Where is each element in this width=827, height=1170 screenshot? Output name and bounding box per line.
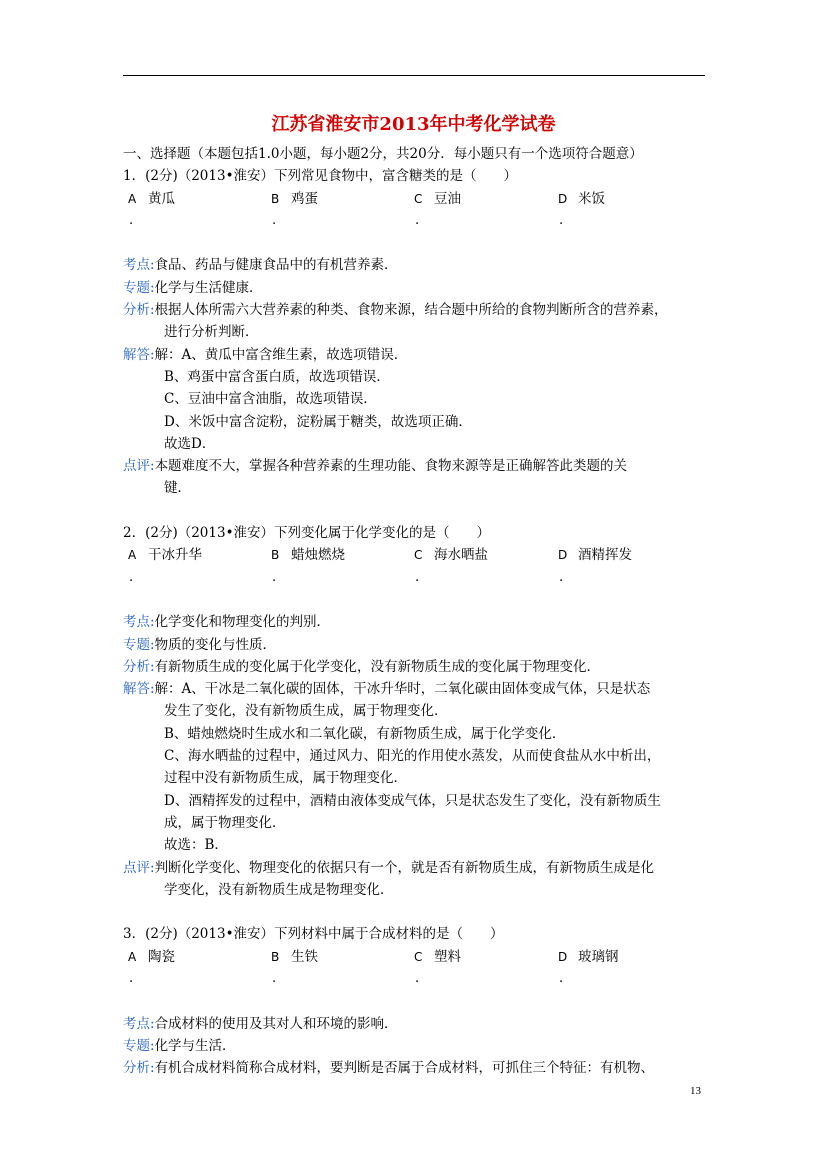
q2-jieda-a-cont: 发生了变化，没有新物质生成，属于物理变化．	[164, 703, 448, 720]
q2-options	[123, 544, 713, 566]
q3-option-dots: . . . .	[129, 970, 564, 986]
q2-jieda-b: B、蜡烛燃烧时生成水和二氧化碳，有新物质生成，属于化学变化．	[164, 725, 566, 742]
q2-dianping-cont: 学变化，没有新物质生成是物理变化．	[164, 881, 394, 898]
q1-dianping: 点评:本题难度不大，掌握各种营养素的生理功能、食物来源等是正确解答此类题的关	[123, 458, 628, 475]
q1-option-dots: . . . .	[129, 212, 564, 228]
q2-zhuanti: 专题:物质的变化与性质．	[123, 636, 277, 653]
q2-jieda-c-cont: 过程中没有新物质生成，属于物理变化．	[164, 770, 407, 787]
q2-option-d: D 酒精挥发	[558, 547, 632, 564]
q3-fenxi: 分析:有机合成材料简称合成材料，要判断是否属于合成材料，可抓住三个特征：有机物、	[123, 1060, 655, 1077]
q2-jieda-answer: 故选：B．	[164, 837, 228, 854]
q2-jieda-c: C、海水晒盐的过程中，通过风力、阳光的作用使水蒸发，从而使食盐从水中析出，	[164, 748, 661, 765]
q1-jieda-d: D、米饭中富含淀粉，淀粉属于糖类，故选项正确．	[164, 413, 472, 430]
section-heading: 一、选择题（本题包括1.0小题，每小题2分，共20分．每小题只有一个选项符合题意）	[123, 146, 643, 162]
q2-jieda-d: D、酒精挥发的过程中，酒精由液体变成气体，只是状态发生了变化，没有新物质生	[164, 792, 661, 809]
q1-options	[123, 188, 713, 210]
q2-jieda: 解答:解：A、干冰是二氧化碳的固体，干冰升华时，二氧化碳由固体变成气体，只是状态	[123, 681, 651, 698]
page-number: 13	[690, 1085, 701, 1097]
q1-option-c: C 豆油	[414, 190, 461, 207]
q2-option-c: C 海水晒盐	[414, 547, 488, 564]
q3-option-c: C 塑料	[414, 948, 461, 965]
q3-option-a: A 陶瓷	[128, 948, 175, 965]
q3-options	[123, 946, 713, 968]
q1-jieda: 解答:解：A、黄瓜中富含维生素，故选项错误．	[123, 346, 408, 363]
q1-jieda-answer: 故选D．	[164, 435, 216, 452]
q2-kaodian: 考点:化学变化和物理变化的判别．	[123, 614, 331, 631]
q1-zhuanti: 专题:化学与生活健康．	[123, 279, 263, 296]
q2-option-dots: . . . .	[129, 569, 564, 585]
q3-option-b: B 生铁	[271, 948, 318, 965]
exam-content	[123, 143, 713, 1079]
q3-stem: 3．(2分)（2013•淮安）下列材料中属于合成材料的是（ ）	[123, 926, 504, 943]
q1-jieda-c: C、豆油中富含油脂，故选项错误．	[164, 391, 377, 408]
q1-stem: 1．(2分)（2013•淮安）下列常见食物中，富含糖类的是（ ）	[123, 168, 518, 185]
q1-option-d: D 米饭	[558, 190, 605, 207]
q3-kaodian: 考点:合成材料的使用及其对人和环境的影响．	[123, 1015, 398, 1032]
q3-zhuanti: 专题:化学与生活．	[123, 1037, 236, 1054]
q1-dianping-cont: 键．	[164, 480, 191, 497]
q1-option-a: A 黄瓜	[128, 190, 175, 207]
q1-fenxi-cont: 进行分析判断．	[164, 324, 259, 341]
q2-stem: 2．(2分)（2013•淮安）下列变化属于化学变化的是（ ）	[123, 525, 491, 542]
q3-option-d: D 玻璃钢	[558, 948, 619, 965]
q2-option-a: A 干冰升华	[128, 547, 202, 564]
q2-fenxi: 分析:有新物质生成的变化属于化学变化，没有新物质生成的变化属于物理变化．	[123, 658, 601, 675]
q2-jieda-d-cont: 成，属于物理变化．	[164, 814, 286, 831]
q1-option-b: B 鸡蛋	[271, 190, 318, 207]
page-title: 江苏省淮安市2013年中考化学试卷	[271, 114, 556, 135]
q1-fenxi: 分析:根据人体所需六大营养素的种类、食物来源，结合题中所给的食物判断所含的营养素，	[123, 302, 668, 319]
q2-option-b: B 蜡烛燃烧	[271, 547, 345, 564]
q1-kaodian: 考点:食品、药品与健康食品中的有机营养素．	[123, 257, 398, 274]
q2-dianping: 点评:判断化学变化、物理变化的依据只有一个，就是否有新物质生成，有新物质生成是化	[123, 859, 655, 876]
header-rule	[123, 75, 705, 76]
q1-jieda-b: B、鸡蛋中富含蛋白质，故选项错误．	[164, 368, 390, 385]
